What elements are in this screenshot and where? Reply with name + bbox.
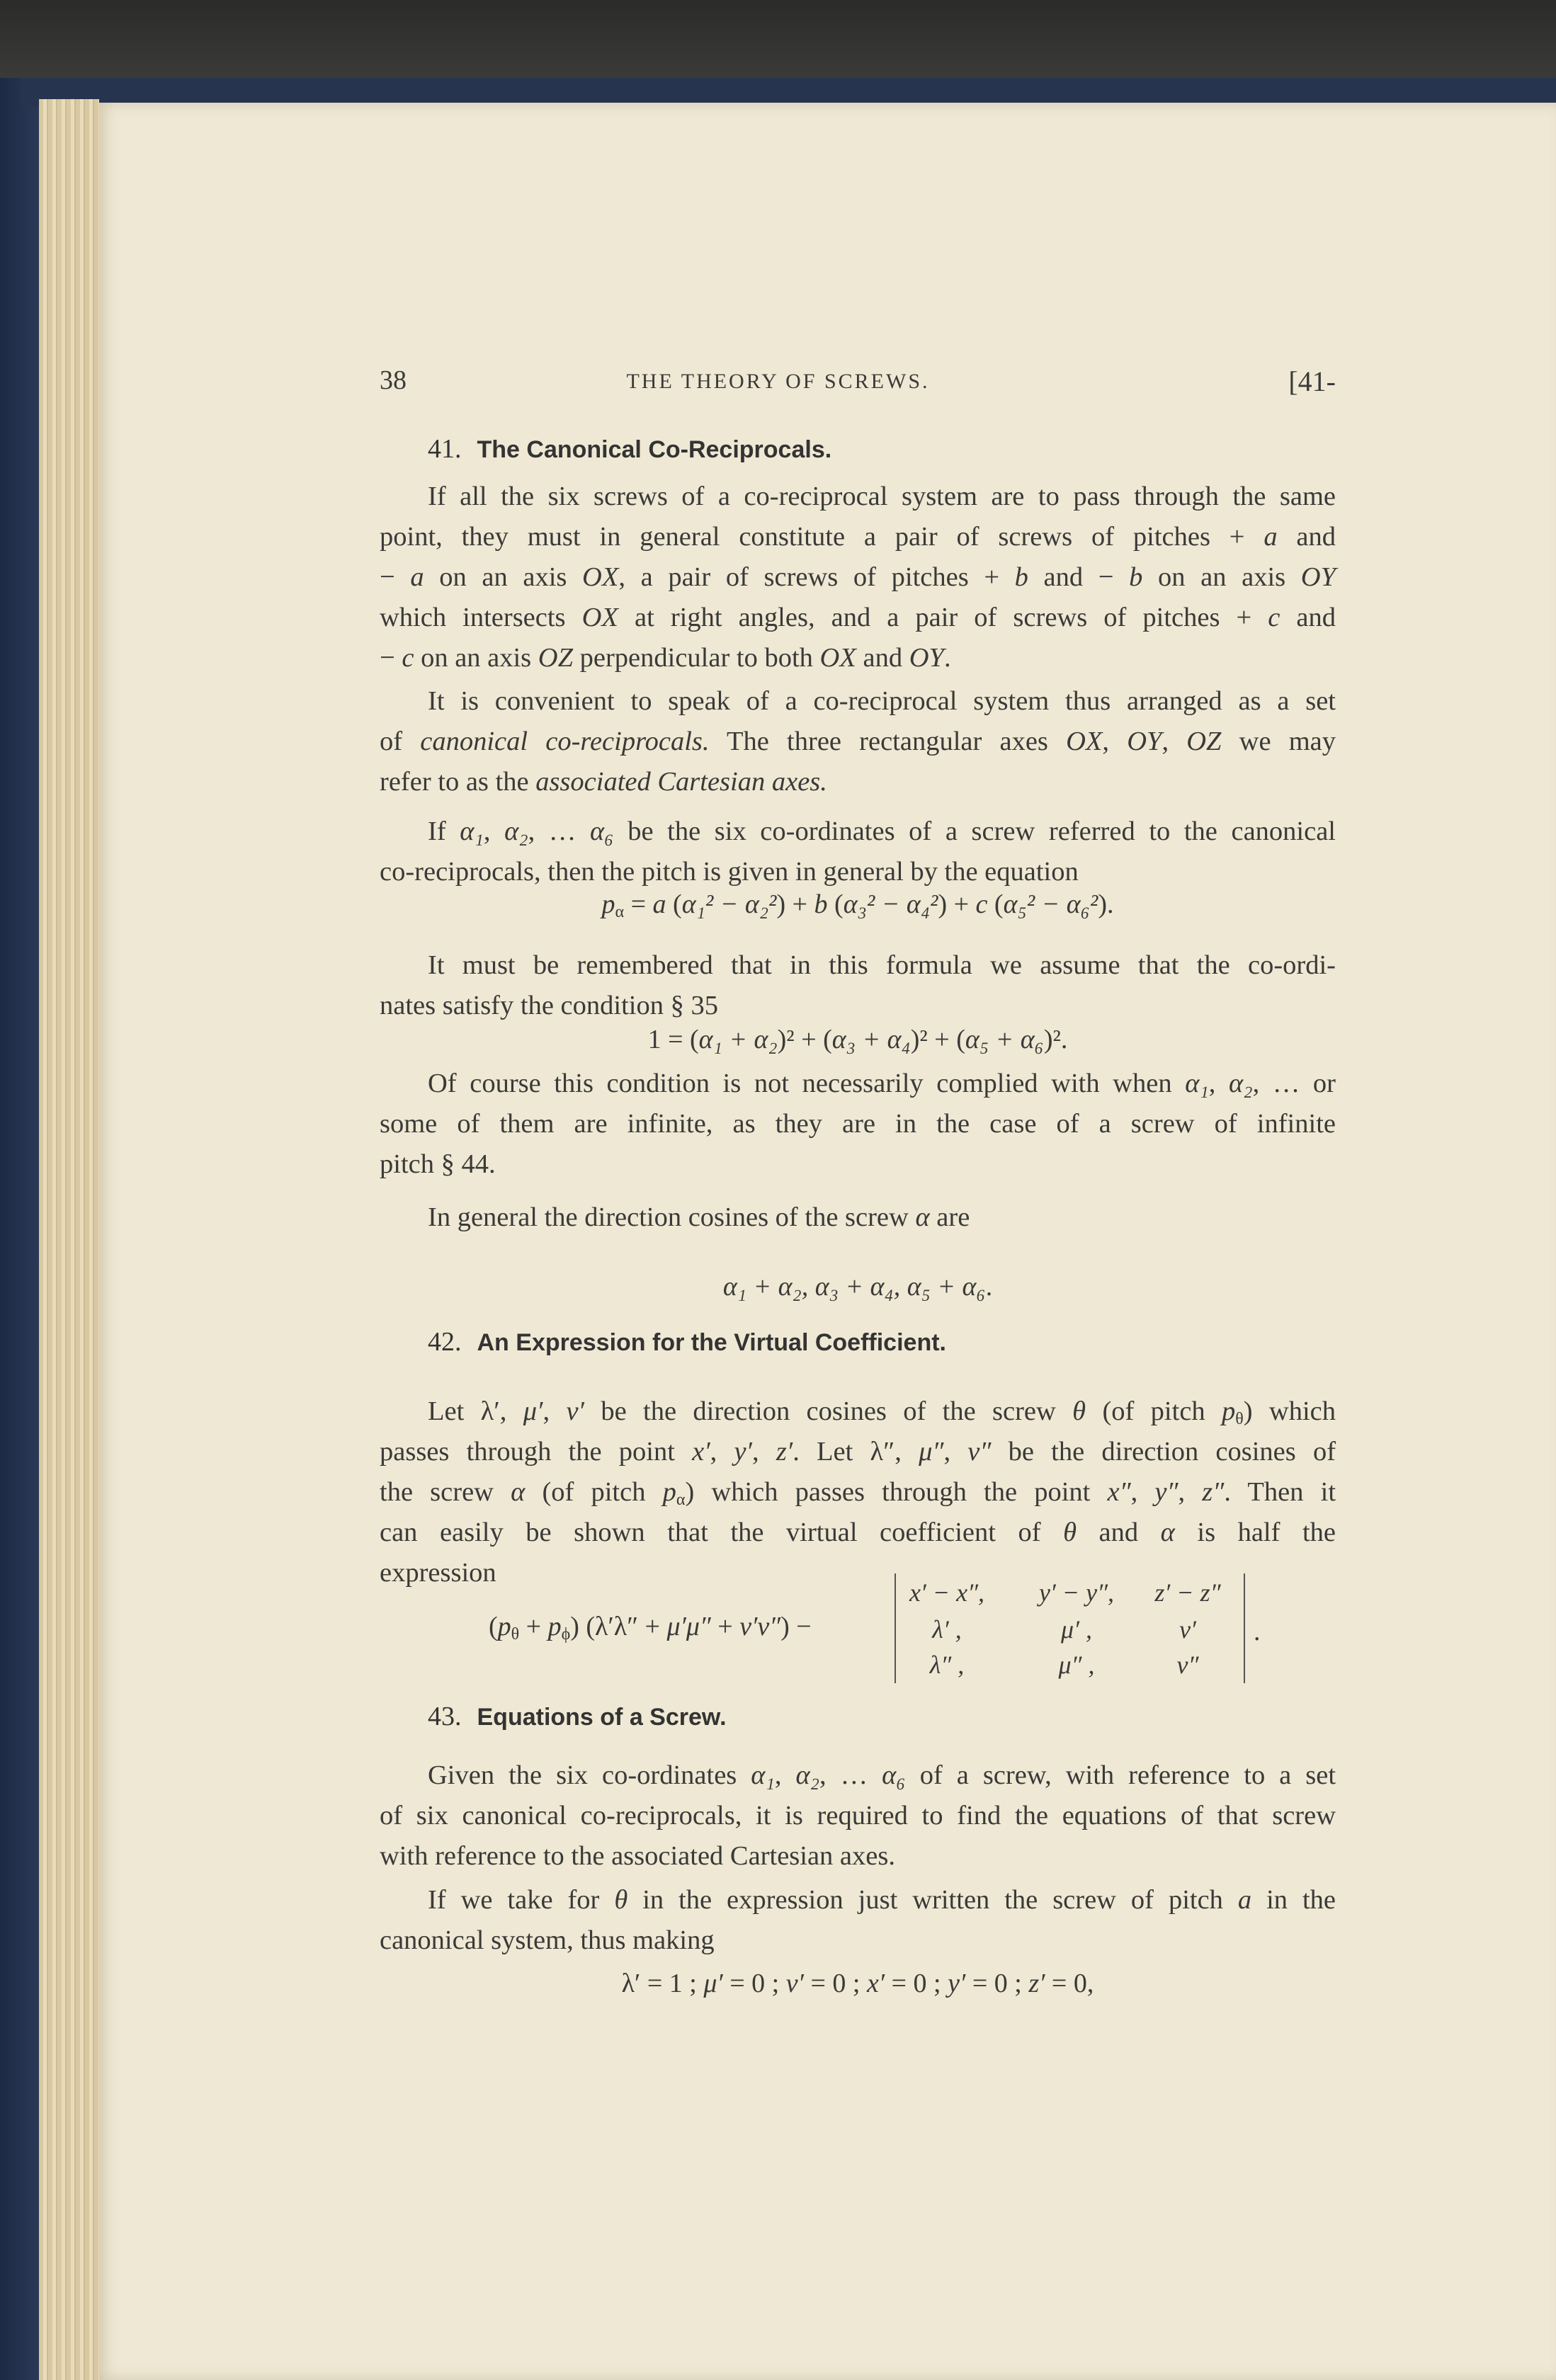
math-symbol: OZ xyxy=(1186,727,1222,756)
text-run: in the expression just written the screw of pitch xyxy=(627,1885,1238,1915)
determinant-cell: x′ − x″, xyxy=(909,1578,985,1607)
text-run: ( xyxy=(489,1612,498,1641)
text-run: ) which xyxy=(1243,1396,1336,1426)
math-symbol: OX xyxy=(581,603,618,632)
math-symbol: μ′ xyxy=(523,1396,543,1426)
text-run: with reference to the associated Cartesian axes. xyxy=(380,1841,895,1871)
math-symbol: x′ xyxy=(866,1969,885,1998)
math-symbol: OZ xyxy=(538,643,574,673)
paragraph xyxy=(380,945,1336,1026)
text-run: canonical system, thus making xyxy=(380,1925,715,1955)
math-symbol: z′ xyxy=(1028,1969,1045,1998)
section-number: 43. xyxy=(428,1702,462,1731)
text-run: λ′ = 1 ; xyxy=(621,1969,704,1998)
determinant-cell: ν″ xyxy=(1176,1651,1199,1679)
text-run: on an axis xyxy=(1142,562,1301,592)
text-run: , xyxy=(1178,1477,1203,1507)
determinant-prefix xyxy=(489,1611,812,1642)
text-run: , … xyxy=(819,1760,882,1790)
running-title: THE THEORY OF SCREWS. xyxy=(626,370,930,393)
text-run: passes through the point xyxy=(380,1437,693,1467)
math-symbol: c xyxy=(975,889,988,919)
text-run: ( xyxy=(827,889,844,919)
text-run: ) which passes through the point xyxy=(685,1477,1108,1507)
text-run: , xyxy=(1162,727,1187,756)
text-run: 1 = ( xyxy=(647,1025,699,1054)
paragraph xyxy=(380,1197,1336,1238)
determinant-cell: y′ − y″, xyxy=(1038,1578,1115,1607)
text-run: , xyxy=(943,1437,968,1467)
section-heading-43 xyxy=(428,1701,727,1732)
text-line xyxy=(380,517,1336,557)
math-symbol: x′ xyxy=(692,1437,710,1467)
text-run: In general the direction cosines of the screw xyxy=(428,1202,916,1232)
text-run: )² + ( xyxy=(777,1025,832,1054)
text-run: = 0 ; xyxy=(722,1969,786,1998)
text-line xyxy=(380,1472,1336,1513)
equation-canonical-values xyxy=(380,1964,1336,2004)
text-line xyxy=(380,1920,1336,1961)
text-run: refer to as the xyxy=(380,767,536,797)
text-run: and xyxy=(1076,1518,1161,1547)
text-run: ) + xyxy=(938,889,976,919)
equation-condition xyxy=(380,1020,1336,1060)
text-run: )². xyxy=(1043,1025,1068,1054)
text-line xyxy=(380,1755,1336,1796)
subscript: ϕ xyxy=(561,1625,571,1644)
determinant-period: . xyxy=(1254,1617,1261,1646)
text-run: It must be remembered that in this formula we assume that the co-ordi- xyxy=(428,950,1336,980)
text-run: + xyxy=(519,1612,548,1641)
text-line xyxy=(380,681,1336,722)
text-run: are xyxy=(929,1202,970,1232)
math-symbol: ν′ xyxy=(566,1396,584,1426)
text-run: ). xyxy=(1098,889,1114,919)
text-line xyxy=(380,1513,1336,1553)
math-symbol: α₆ xyxy=(590,816,614,846)
equation-pitch xyxy=(380,884,1336,925)
math-symbol: a xyxy=(1263,522,1278,552)
equation-direction-cosines xyxy=(380,1267,1336,1307)
text-run: pitch § 44. xyxy=(380,1149,496,1179)
math-symbol: b xyxy=(1014,562,1028,592)
text-run: , xyxy=(1130,1477,1155,1507)
page-edges xyxy=(39,99,99,2380)
determinant-cell: λ″ , xyxy=(929,1651,965,1679)
book-cover xyxy=(0,78,42,2380)
text-run: , … or xyxy=(1252,1069,1336,1098)
math-symbol: canonical co-reciprocals. xyxy=(420,727,710,756)
text-run: . Then it xyxy=(1224,1477,1336,1507)
math-symbol: OY xyxy=(909,643,944,673)
text-line xyxy=(380,762,1336,802)
text-line xyxy=(380,1796,1336,1836)
math-symbol: b xyxy=(814,889,828,919)
text-run: = 0 ; xyxy=(885,1969,948,1998)
paragraph xyxy=(380,681,1336,802)
text-run: , … xyxy=(528,816,590,846)
section-heading-41 xyxy=(428,433,831,465)
text-line xyxy=(380,557,1336,598)
text-line xyxy=(380,945,1336,986)
text-run: , xyxy=(1102,727,1128,756)
math-symbol: α₁ xyxy=(751,1760,775,1790)
text-line xyxy=(380,1836,1336,1877)
text-run: co-reciprocals, then the pitch is given in general by the equation xyxy=(380,857,1079,887)
text-run: + xyxy=(710,1612,740,1641)
text-run: = 0, xyxy=(1045,1969,1094,1998)
paragraph xyxy=(380,477,1336,678)
text-run: It is convenient to speak of a co-reciprocal system thus arranged as a set xyxy=(428,686,1336,716)
text-line xyxy=(380,722,1336,762)
text-run: point, they must in general constitute a pair of screws of pitches + xyxy=(380,522,1264,552)
math-symbol: x″ xyxy=(1107,1477,1131,1507)
text-run: The three rectangular axes xyxy=(709,727,1067,756)
math-symbol: y′ xyxy=(734,1437,752,1467)
text-run: = xyxy=(624,889,653,919)
text-run: expression xyxy=(380,1558,496,1588)
text-run: of six canonical co-reciprocals, it is required to find the equations of that screw xyxy=(380,1801,1336,1830)
text-run: . Let λ″, xyxy=(793,1437,919,1467)
text-line xyxy=(380,1104,1336,1144)
text-run: which intersects xyxy=(380,603,582,632)
math-symbol: μ′μ″ xyxy=(666,1612,711,1641)
text-run: Of course this condition is not necessarily complied with when xyxy=(428,1069,1186,1098)
page-number: 38 xyxy=(380,365,407,395)
subscript: θ xyxy=(1235,1410,1244,1428)
math-symbol: OX xyxy=(819,643,856,673)
text-run: and − xyxy=(1028,562,1130,592)
text-run: = 0 ; xyxy=(803,1969,867,1998)
text-run: )² + ( xyxy=(910,1025,965,1054)
text-run: perpendicular to both xyxy=(573,643,820,673)
section-title: The Canonical Co-Reciprocals. xyxy=(477,436,832,463)
paragraph xyxy=(380,1880,1336,1961)
text-run: , xyxy=(543,1396,567,1426)
text-line xyxy=(380,1144,1336,1185)
math-symbol: p xyxy=(547,1612,562,1641)
math-symbol: θ xyxy=(1063,1518,1077,1547)
determinant-cell: μ″ , xyxy=(1058,1651,1095,1679)
text-run: of a screw, with reference to a set xyxy=(905,1760,1336,1790)
math-symbol: α₂ xyxy=(504,816,528,846)
math-symbol: associated Cartesian axes. xyxy=(535,767,827,797)
math-symbol: α xyxy=(915,1202,930,1232)
math-symbol: c xyxy=(1268,603,1280,632)
text-run: nates satisfy the condition § 35 xyxy=(380,991,718,1020)
text-run: some of them are infinite, as they are in the case of a screw of infinite xyxy=(380,1109,1336,1139)
text-line xyxy=(380,1197,1336,1238)
math-symbol: θ xyxy=(1072,1396,1086,1426)
subscript: α xyxy=(676,1491,686,1509)
math-symbol: α₆ xyxy=(882,1760,906,1790)
text-run: , xyxy=(751,1437,776,1467)
math-symbol: y′ xyxy=(948,1969,966,1998)
math-symbol: y″ xyxy=(1154,1477,1179,1507)
subscript: α xyxy=(615,903,625,921)
math-symbol: b xyxy=(1129,562,1143,592)
text-line xyxy=(380,1391,1336,1432)
text-run: , a pair of screws of pitches + xyxy=(618,562,1015,592)
text-run: ( xyxy=(987,889,1004,919)
section-title: Equations of a Screw. xyxy=(477,1704,727,1731)
text-run: be the six co-ordinates of a screw referred to the canonical xyxy=(613,816,1336,846)
scanner-background xyxy=(0,0,1556,78)
math-symbol: α₁ xyxy=(1185,1069,1209,1098)
text-run: can easily be shown that the virtual coefficient of xyxy=(380,1518,1064,1547)
math-symbol: p xyxy=(601,889,615,919)
text-run: ) − xyxy=(780,1612,812,1641)
text-run: , xyxy=(1208,1069,1230,1098)
paragraph xyxy=(380,1755,1336,1877)
section-heading-42 xyxy=(428,1326,946,1357)
text-line xyxy=(380,812,1336,852)
text-line xyxy=(380,638,1336,678)
paragraph xyxy=(380,812,1336,892)
math-symbol: α₂ xyxy=(1229,1069,1253,1098)
math-symbol: μ″ xyxy=(919,1437,944,1467)
determinant-cell: z′ − z″ xyxy=(1154,1578,1221,1607)
math-symbol: OY xyxy=(1300,562,1336,592)
math-symbol: α₁ + α₂ xyxy=(698,1025,778,1054)
text-run: If all the six screws of a co-reciprocal system are to pass through the same xyxy=(428,482,1336,511)
determinant-cell: λ′ , xyxy=(932,1615,962,1644)
text-run: in the xyxy=(1251,1885,1336,1915)
text-run: , xyxy=(774,1760,796,1790)
math-symbol: p xyxy=(497,1612,511,1641)
math-symbol: α₃² − α₄² xyxy=(843,889,938,919)
math-symbol: μ′ xyxy=(703,1969,723,1998)
section-number: 42. xyxy=(428,1327,462,1357)
text-run: at right angles, and a pair of screws of pitches + xyxy=(618,603,1268,632)
text-run: . xyxy=(985,1272,993,1302)
text-line xyxy=(380,1880,1336,1920)
math-symbol: c xyxy=(402,643,414,673)
text-run: , xyxy=(710,1437,734,1467)
text-run: on an axis xyxy=(414,643,538,673)
text-run: , xyxy=(483,816,505,846)
text-run: = 0 ; xyxy=(965,1969,1029,1998)
text-run: of xyxy=(380,727,421,756)
text-run: on an axis xyxy=(424,562,583,592)
determinant-cell: ν′ xyxy=(1179,1615,1196,1644)
math-symbol: α xyxy=(511,1477,526,1507)
math-symbol: p xyxy=(1222,1396,1236,1426)
section-marker: [41- xyxy=(1288,365,1336,397)
text-run: and xyxy=(856,643,909,673)
math-symbol: α₁² − α₂² xyxy=(681,889,777,919)
math-symbol: a xyxy=(410,562,424,592)
text-run: be the direction cosines of xyxy=(991,1437,1336,1467)
math-symbol: θ xyxy=(614,1885,628,1915)
math-symbol: ν′ν″ xyxy=(739,1612,781,1641)
math-symbol: α₁ xyxy=(460,816,484,846)
text-run: and xyxy=(1280,603,1336,632)
text-run: − xyxy=(380,643,402,673)
math-symbol: α₂ xyxy=(795,1760,820,1790)
text-run: − xyxy=(380,562,411,592)
subscript: θ xyxy=(511,1625,520,1644)
text-run: If xyxy=(428,816,460,846)
section-title: An Expression for the Virtual Coefficient. xyxy=(477,1329,946,1356)
text-run: and xyxy=(1277,522,1336,552)
math-symbol: α₅ + α₆ xyxy=(965,1025,1044,1054)
text-run: If we take for xyxy=(428,1885,615,1915)
text-line xyxy=(380,477,1336,517)
paragraph xyxy=(380,1391,1336,1593)
section-number: 41. xyxy=(428,434,462,464)
paragraph xyxy=(380,1064,1336,1185)
math-symbol: z′ xyxy=(776,1437,793,1467)
math-symbol: OX xyxy=(582,562,619,592)
math-symbol: a xyxy=(1237,1885,1252,1915)
math-symbol: z″ xyxy=(1202,1477,1225,1507)
text-line xyxy=(380,1064,1336,1104)
text-run: ) + xyxy=(776,889,814,919)
math-symbol: α₅² − α₆² xyxy=(1003,889,1098,919)
text-run: we may xyxy=(1221,727,1336,756)
math-symbol: OY xyxy=(1127,727,1162,756)
math-symbol: p xyxy=(662,1477,676,1507)
math-symbol: α₁ + α₂, α₃ + α₄, α₅ + α₆ xyxy=(722,1272,986,1302)
text-run: Let λ′, xyxy=(428,1396,523,1426)
text-run: be the direction cosines of the screw xyxy=(584,1396,1073,1426)
text-run: ( xyxy=(666,889,682,919)
determinant-cell: μ′ , xyxy=(1061,1615,1092,1644)
math-symbol: OX xyxy=(1066,727,1103,756)
text-run: is half the xyxy=(1174,1518,1336,1547)
math-symbol: α xyxy=(1160,1518,1175,1547)
math-symbol: ν′ xyxy=(785,1969,804,1998)
math-symbol: α₃ + α₄ xyxy=(831,1025,911,1054)
text-line xyxy=(380,598,1336,638)
text-run: . xyxy=(943,643,951,673)
math-symbol: a xyxy=(652,889,666,919)
book-cover-top xyxy=(21,78,1556,106)
text-run: (of pitch xyxy=(525,1477,663,1507)
text-line xyxy=(380,1432,1336,1472)
text-run: ) (λ′λ″ + xyxy=(570,1612,667,1641)
text-run: the screw xyxy=(380,1477,511,1507)
math-symbol: ν″ xyxy=(967,1437,992,1467)
text-run: Given the six co-ordinates xyxy=(428,1760,751,1790)
text-run: (of pitch xyxy=(1086,1396,1222,1426)
